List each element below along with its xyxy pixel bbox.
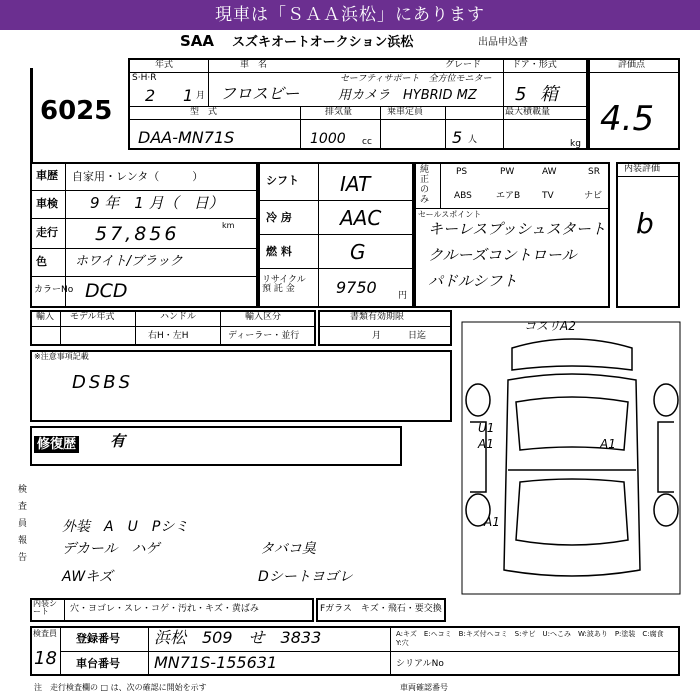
mileage-unit: km (222, 221, 235, 230)
label-grade: グレード (445, 60, 482, 70)
recycle-value: 9750 (336, 278, 377, 297)
sales-point-3: パドルシフト (428, 272, 518, 290)
option-abs: ABS (454, 191, 472, 201)
label-shaken: 車検 (36, 197, 58, 210)
option-airbag: エアB (496, 191, 521, 201)
inspector-note-4: AWキズ (62, 569, 113, 585)
sales-point-2: クルーズコントロール (428, 246, 577, 264)
document-expiry-value: 月 日迄 (372, 331, 427, 341)
import-options: ディーラー・並行 (228, 331, 300, 341)
label-shadai: 車台番号 (76, 657, 120, 670)
yen-unit: 円 (398, 291, 408, 301)
interior-score-value: b (636, 207, 654, 240)
damage-legend: A:キズ E:ヘコミ B:キズ付ヘコミ S:サビ U:へこみ W:波あり P:塗装 C:腐食 Y:穴 (396, 630, 671, 647)
label-color-no: カラーNo (34, 285, 74, 295)
kg-unit: kg (570, 139, 581, 149)
label-shorui: 書類有効期限 (350, 312, 405, 322)
label-naisou-sheet: 内装シート (33, 599, 57, 616)
glass-value: Fガラス キズ・飛石・要交換 (320, 604, 442, 614)
car-damage-diagram (0, 30, 700, 700)
fuel-value: G (350, 240, 366, 264)
label-katashiki: 型 式 (190, 107, 218, 117)
label-shufuku: 修復歴 (34, 436, 79, 453)
label-check-no: 検査員 (33, 629, 57, 638)
label-toroku: 登録番号 (76, 632, 120, 645)
label-serial: シリアルNo (396, 659, 444, 669)
inspector-note-3: タバコ臭 (260, 541, 316, 557)
inspector-number: 18 (34, 648, 57, 669)
diagram-note-4: A1 (600, 437, 616, 451)
grade-line-2: 用カメラ HYBRID MZ (338, 88, 477, 103)
displacement-value: 1000 (310, 131, 346, 147)
registration-value: 浜松 509 せ 3833 (154, 628, 322, 647)
history-value: 自家用・レンタ（ ） (72, 170, 204, 183)
option-aw: AW (542, 167, 557, 177)
diagram-note-1: コスリA2 (524, 319, 576, 333)
doors-value: 5 (515, 84, 527, 105)
label-model-year: モデル年式 (70, 312, 115, 322)
location-banner: 現車は「ＳＡＡ浜松」にあります (0, 0, 700, 30)
label-nenryo: 燃 料 (266, 245, 292, 258)
option-navi: ナビ (584, 191, 603, 201)
inspector-note-2: デカール ハゲ (62, 541, 160, 557)
model-code-value: DAA-MN71S (138, 128, 235, 147)
label-iro: 色 (36, 255, 47, 268)
score-value: 4.5 (600, 99, 655, 139)
era-selector: S·H·R (132, 73, 157, 83)
diagram-note-3: A1 (478, 437, 494, 451)
saa-logo: SAA (180, 32, 215, 50)
shift-value: IAT (340, 172, 371, 196)
option-ps: PS (456, 167, 468, 177)
diagram-note-2: U1 (478, 421, 495, 435)
option-tv: TV (542, 191, 554, 201)
label-junsei: 純正のみ (420, 165, 430, 205)
label-kensa: 検査員報告 (18, 485, 28, 564)
sheet-subtitle: 出品申込書 (478, 37, 528, 48)
inspection-value: 9 年 1 月（ 日） (90, 194, 224, 212)
inspector-note-5: Dシートヨゴレ (258, 569, 353, 585)
footer-right: 車両確認番号 (400, 683, 448, 692)
inspector-note-1: 外装 A U Pシミ (62, 519, 189, 535)
month-unit: 月 (196, 91, 206, 101)
body-value: 箱 (540, 84, 558, 105)
handle-options: 右H・左H (148, 331, 189, 341)
year-value: 2 (145, 86, 156, 105)
mileage-value: 57,856 (95, 223, 180, 245)
label-door: ドア・形式 (512, 60, 557, 70)
label-handle: ハンドル (160, 312, 197, 322)
label-haikiryo: 排気量 (325, 107, 353, 117)
interior-items: 穴・ヨゴレ・スレ・コゲ・汚れ・キズ・黄ばみ (70, 604, 259, 614)
option-sr: SR (588, 167, 600, 177)
color-code-value: DCD (85, 280, 128, 302)
label-hyoka: 評価点 (618, 60, 646, 70)
month-value: 1 (183, 86, 194, 105)
label-yunyu-kubun: 輸入区分 (245, 312, 282, 322)
label-recycle: リサイクル預 託 金 (262, 275, 306, 294)
color-value: ホワイト/ブラック (75, 254, 183, 269)
label-yunyu: 輸入 (36, 312, 55, 322)
cc-unit: cc (362, 137, 372, 147)
option-pw: PW (500, 167, 515, 177)
capacity-unit: 人 (468, 135, 478, 145)
grade-line-1: セーフティサポート 全方位モニター (340, 74, 492, 84)
notes-value: DSBS (72, 372, 134, 393)
ac-value: AAC (340, 206, 382, 230)
label-chui: ※注意事項記載 (34, 352, 89, 361)
footer-note: 注 走行検査欄の □ は、次の確認に開始を示す (34, 683, 207, 692)
label-shamei: 車 名 (240, 60, 268, 70)
label-reibo: 冷 房 (266, 211, 292, 224)
label-sales-point: セールスポイント (418, 210, 482, 219)
label-nenshiki: 年式 (155, 60, 174, 70)
car-name-value: フロスビー (220, 84, 300, 103)
label-shareki: 車歴 (36, 169, 58, 182)
diagram-note-5: A1 (484, 515, 500, 529)
sales-point-1: キーレスプッシュスタート (428, 220, 606, 238)
repair-value: 有 (110, 432, 126, 450)
capacity-value: 5 (452, 128, 463, 147)
chassis-value: MN71S-155631 (154, 653, 278, 672)
label-saidai: 最大積載量 (505, 107, 551, 117)
label-soko: 走行 (36, 226, 58, 239)
sheet-title: スズキオートオークション浜松 (232, 35, 414, 50)
label-teiin: 乗車定員 (387, 107, 424, 117)
lot-number: 6025 (40, 96, 113, 126)
auction-sheet (0, 30, 700, 700)
label-naisou: 内装評価 (624, 164, 661, 174)
label-shift: シフト (266, 174, 299, 187)
